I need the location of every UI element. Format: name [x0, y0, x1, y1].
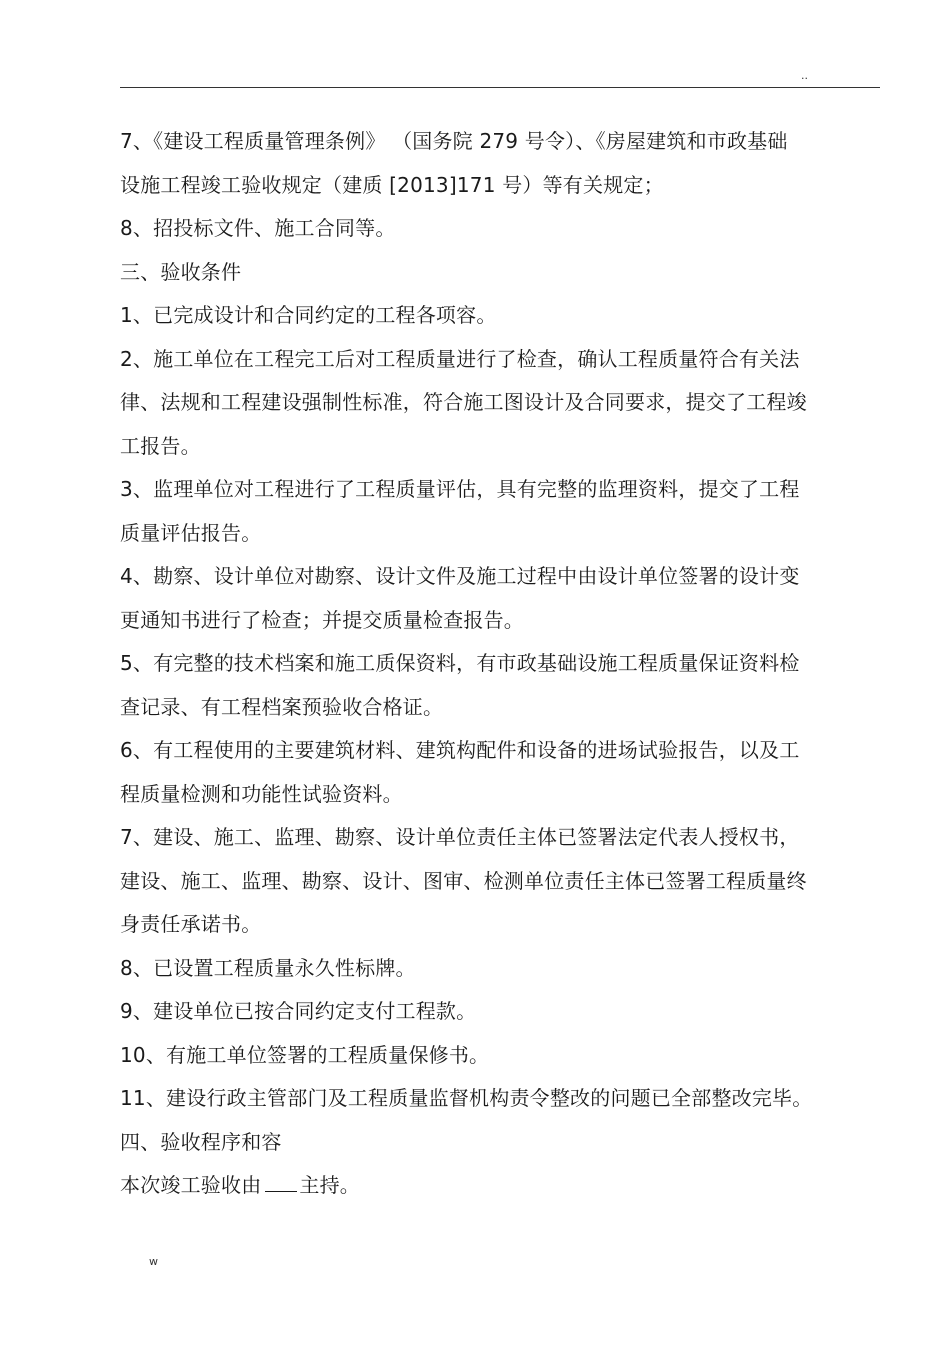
section-heading: 四、验收程序和容 — [120, 1129, 282, 1154]
header-mark: .. — [801, 69, 808, 82]
text-line: 4、勘察、设计单位对勘察、设计文件及施工过程中由设计单位签署的设计变 — [120, 564, 800, 588]
text-line: 设施工程竣工验收规定（建质 [2013]171 号）等有关规定； — [120, 172, 664, 197]
text-line-with-blank — [120, 1164, 840, 1208]
text-line: 8、已设置工程质量永久性标牌。 — [120, 955, 416, 980]
text-line: 10、有施工单位签署的工程质量保修书。 — [120, 1042, 490, 1067]
text-line: 6、有工程使用的主要建筑材料、建筑构配件和设备的进场试验报告，以及工 — [120, 738, 800, 762]
text-line: 9、建设单位已按合同约定支付工程款。 — [120, 999, 477, 1023]
text-line: 7、《建设工程质量管理条例》 （国务院 279 号令）、《房屋建筑和市政基础 — [120, 129, 788, 153]
text-line: 更通知书进行了检查；并提交质量检查报告。 — [120, 607, 524, 632]
text-line: 质量评估报告。 — [120, 520, 262, 545]
text-line: 7、建设、施工、监理、勘察、设计单位责任主体已签署法定代表人授权书， — [120, 825, 800, 849]
section-heading: 三、验收条件 — [120, 259, 242, 284]
text-line: 5、有完整的技术档案和施工质保资料，有市政基础设施工程质量保证资料检 — [120, 651, 800, 675]
fill-in-blank — [265, 1173, 297, 1192]
text-line: 建设、施工、监理、勘察、设计、图审、检测单位责任主体已签署工程质量终 — [120, 868, 807, 893]
text-line: 8、招投标文件、施工合同等。 — [120, 216, 396, 240]
text-line: 身责任承诺书。 — [120, 912, 262, 936]
text-line: 律、法规和工程建设强制性标准，符合施工图设计及合同要求，提交了工程竣 — [120, 390, 807, 414]
text-line: 查记录、有工程档案预验收合格证。 — [120, 694, 444, 719]
text-line: 1、已完成设计和合同约定的工程各项容。 — [120, 303, 497, 327]
text-after-blank: 主持。 — [299, 1173, 361, 1197]
text-line: 11、建设行政主管部门及工程质量监督机构责令整改的问题已全部整改完毕。 — [120, 1086, 813, 1110]
text-line: 程质量检测和功能性试验资料。 — [120, 781, 403, 806]
footer-mark: w — [149, 1255, 158, 1268]
text-before-blank: 本次竣工验收由 — [120, 1173, 262, 1197]
text-line: 3、监理单位对工程进行了工程质量评估，具有完整的监理资料，提交了工程 — [120, 477, 800, 501]
text-line: 2、施工单位在工程完工后对工程质量进行了检查，确认工程质量符合有关法 — [120, 346, 800, 371]
header-rule — [120, 87, 880, 88]
document-body — [120, 120, 840, 1208]
text-line: 工报告。 — [120, 433, 201, 458]
